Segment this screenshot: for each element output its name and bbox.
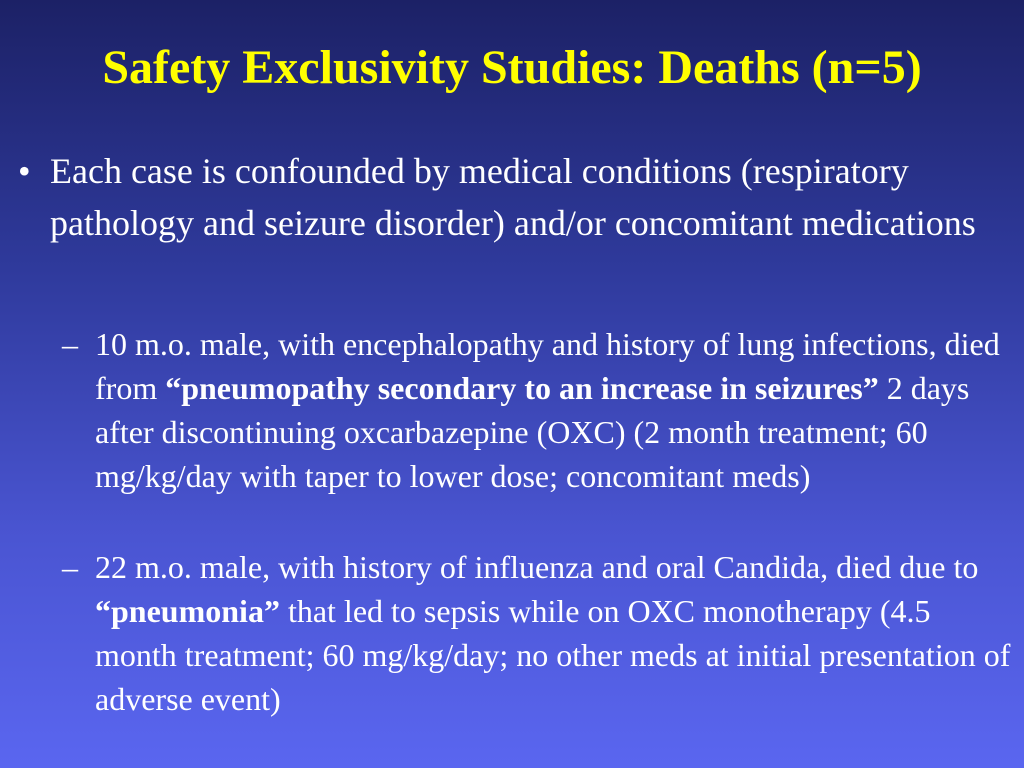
case-1-text-before: 10 m.o. male, with encephalopathy and history of lung infections, died from <box>95 326 1000 406</box>
case-2-text-after: that led to sepsis while on OXC monotherapy (4.5 month treatment; 60 mg/kg/day; no other meds at initial presentation of adverse event) <box>95 593 1011 717</box>
case-2-text-before: 22 m.o. male, with history of influenza and oral Candida, died due to <box>95 549 979 585</box>
slide-title: Safety Exclusivity Studies: Deaths (n=5) <box>102 41 922 94</box>
bullet-marker: • <box>18 151 31 191</box>
case-1-cause-of-death: “pneumopathy secondary to an increase in seizures” <box>165 370 879 406</box>
sub-bullet-text <box>95 322 1012 498</box>
case-1-text-after: 2 days after discontinuing oxcarbazepine (OXC) (2 month treatment; 60 mg/kg/day with taper to lower dose; concomitant meds) <box>95 370 970 494</box>
case-2-cause-of-death: “pneumonia” <box>95 593 280 629</box>
sub-bullet-text <box>95 545 1012 721</box>
main-bullet-text: Each case is confounded by medical conditions (respiratory pathology and seizure disorder) and/or concomitant medications <box>50 151 976 243</box>
dash-marker: – <box>62 326 78 362</box>
dash-marker: – <box>62 549 78 585</box>
main-bullet <box>18 145 1008 249</box>
sub-bullet-case-2 <box>62 545 1012 721</box>
sub-bullet-case-1 <box>62 322 1012 498</box>
